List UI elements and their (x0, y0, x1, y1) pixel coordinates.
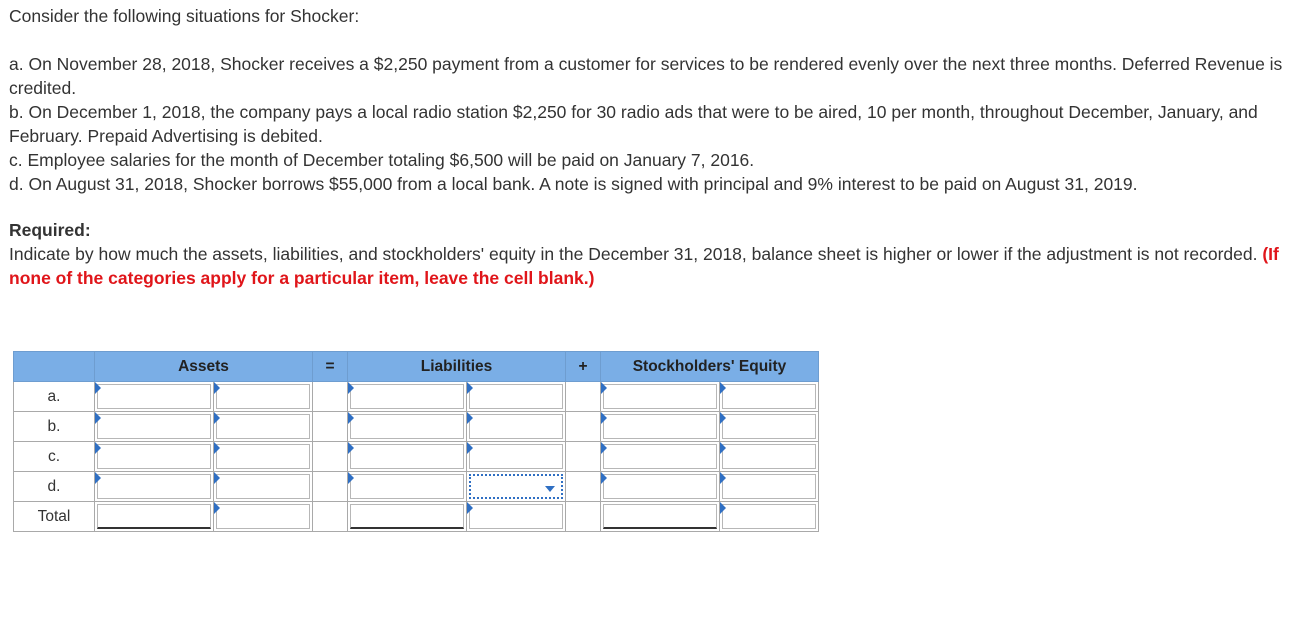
equity-total-input[interactable] (603, 504, 717, 529)
row-label: a. (14, 382, 95, 412)
required-note: (If none of the categories apply for a particular item, leave the cell blank.) (9, 244, 1279, 288)
header-liabilities: Liabilities (348, 352, 566, 382)
liabilities-amount-cell[interactable] (348, 472, 467, 502)
cell-marker-icon (601, 472, 607, 484)
equity-amount-cell[interactable] (601, 442, 720, 472)
liabilities-direction-input[interactable] (469, 414, 563, 439)
assets-total-direction-cell[interactable] (214, 502, 313, 532)
equity-amount-cell[interactable] (601, 412, 720, 442)
cell-marker-icon (601, 442, 607, 454)
equity-total-direction-input[interactable] (722, 504, 816, 529)
header-equals: = (313, 352, 348, 382)
equity-total-cell[interactable] (601, 502, 720, 532)
cell-marker-icon (720, 502, 726, 514)
cell-marker-icon (214, 502, 220, 514)
liabilities-amount-input[interactable] (350, 474, 464, 499)
equals-spacer (313, 412, 348, 442)
liabilities-direction-cell[interactable] (467, 382, 566, 412)
assets-amount-input[interactable] (97, 444, 211, 469)
table-row-total (14, 502, 819, 532)
liabilities-direction-cell[interactable] (467, 472, 566, 502)
liabilities-total-input[interactable] (350, 504, 464, 529)
assets-amount-input[interactable] (97, 414, 211, 439)
cell-marker-icon (467, 412, 473, 424)
liabilities-amount-cell[interactable] (348, 382, 467, 412)
problem-text (9, 4, 1299, 290)
assets-total-cell[interactable] (95, 502, 214, 532)
liabilities-direction-cell[interactable] (467, 442, 566, 472)
assets-direction-input[interactable] (216, 414, 310, 439)
row-label: Total (14, 502, 95, 532)
cell-marker-icon (601, 412, 607, 424)
liabilities-direction-input[interactable] (469, 444, 563, 469)
assets-total-input[interactable] (97, 504, 211, 529)
cell-marker-icon (214, 412, 220, 424)
liabilities-total-direction-input[interactable] (469, 504, 563, 529)
cell-marker-icon (95, 472, 101, 484)
situation-b: b. On December 1, 2018, the company pays a local radio station $2,250 for 30 radio ads that were to be aired, 10 per month, throughout December, January, and February. Prepaid Advertising is debited. (9, 102, 1258, 146)
row-label: c. (14, 442, 95, 472)
required-text (9, 242, 1299, 290)
header-equity: Stockholders' Equity (601, 352, 819, 382)
equity-amount-input[interactable] (603, 444, 717, 469)
assets-direction-cell[interactable] (214, 442, 313, 472)
assets-direction-input[interactable] (216, 384, 310, 409)
row-label: d. (14, 472, 95, 502)
equity-amount-cell[interactable] (601, 472, 720, 502)
cell-marker-icon (601, 382, 607, 394)
cell-marker-icon (95, 412, 101, 424)
table-row (14, 412, 819, 442)
equity-amount-input[interactable] (603, 384, 717, 409)
equals-spacer (313, 502, 348, 532)
assets-amount-cell[interactable] (95, 412, 214, 442)
table-header-row (14, 352, 819, 382)
required-instruction: Indicate by how much the assets, liabilities, and stockholders' equity in the December 31, 2018, balance sheet is higher or lower if the adjustment is not recorded. (9, 244, 1258, 264)
liabilities-amount-cell[interactable] (348, 412, 467, 442)
liabilities-total-direction-cell[interactable] (467, 502, 566, 532)
intro-text: Consider the following situations for Shocker: (9, 6, 360, 26)
liabilities-amount-input[interactable] (350, 444, 464, 469)
liabilities-amount-input[interactable] (350, 384, 464, 409)
liabilities-direction-input[interactable] (469, 384, 563, 409)
cell-marker-icon (720, 472, 726, 484)
answer-table (13, 351, 819, 532)
row-label: b. (14, 412, 95, 442)
equity-direction-input[interactable] (722, 384, 816, 409)
cell-marker-icon (214, 472, 220, 484)
plus-spacer (566, 412, 601, 442)
situation-d: d. On August 31, 2018, Shocker borrows $55,000 from a local bank. A note is signed with principal and 9% interest to be paid on August 31, 2019. (9, 174, 1138, 194)
assets-direction-cell[interactable] (214, 382, 313, 412)
table-row (14, 472, 819, 502)
equity-total-direction-cell[interactable] (720, 502, 819, 532)
equity-direction-input[interactable] (722, 414, 816, 439)
cell-marker-icon (95, 382, 101, 394)
cell-marker-icon (214, 442, 220, 454)
assets-direction-input[interactable] (216, 474, 310, 499)
plus-spacer (566, 442, 601, 472)
cell-marker-icon (467, 382, 473, 394)
required-title: Required: (9, 220, 91, 240)
cell-marker-icon (720, 382, 726, 394)
assets-direction-cell[interactable] (214, 412, 313, 442)
assets-total-direction-input[interactable] (216, 504, 310, 529)
cell-marker-icon (467, 442, 473, 454)
situation-a: a. On November 28, 2018, Shocker receives a $2,250 payment from a customer for services to be rendered evenly over the next three months. Deferred Revenue is credited. (9, 54, 1283, 98)
equity-direction-input[interactable] (722, 474, 816, 499)
equals-spacer (313, 472, 348, 502)
liabilities-amount-input[interactable] (350, 414, 464, 439)
assets-direction-input[interactable] (216, 444, 310, 469)
cell-marker-icon (348, 472, 354, 484)
cell-marker-icon (348, 442, 354, 454)
cell-marker-icon (467, 502, 473, 514)
equity-direction-input[interactable] (722, 444, 816, 469)
cell-marker-icon (95, 442, 101, 454)
plus-spacer (566, 472, 601, 502)
plus-spacer (566, 382, 601, 412)
situation-c: c. Employee salaries for the month of December totaling $6,500 will be paid on January 7, 2016. (9, 150, 755, 170)
equity-direction-cell[interactable] (720, 412, 819, 442)
equity-amount-cell[interactable] (601, 382, 720, 412)
assets-amount-input[interactable] (97, 384, 211, 409)
assets-direction-cell[interactable] (214, 472, 313, 502)
equity-direction-cell[interactable] (720, 382, 819, 412)
header-plus: + (566, 352, 601, 382)
liabilities-direction-dropdown[interactable] (469, 474, 563, 499)
table-row (14, 442, 819, 472)
cell-marker-icon (214, 382, 220, 394)
liabilities-amount-cell[interactable] (348, 442, 467, 472)
equity-direction-cell[interactable] (720, 442, 819, 472)
cell-marker-icon (348, 382, 354, 394)
equals-spacer (313, 382, 348, 412)
equity-amount-input[interactable] (603, 414, 717, 439)
liabilities-direction-cell[interactable] (467, 412, 566, 442)
corner-cell (14, 352, 95, 382)
cell-marker-icon (720, 442, 726, 454)
equals-spacer (313, 442, 348, 472)
cell-marker-icon (348, 412, 354, 424)
equity-amount-input[interactable] (603, 474, 717, 499)
assets-amount-cell[interactable] (95, 382, 214, 412)
chevron-down-icon[interactable] (545, 486, 555, 492)
liabilities-total-cell[interactable] (348, 502, 467, 532)
equity-direction-cell[interactable] (720, 472, 819, 502)
assets-amount-input[interactable] (97, 474, 211, 499)
table-row (14, 382, 819, 412)
plus-spacer (566, 502, 601, 532)
cell-marker-icon (720, 412, 726, 424)
header-assets: Assets (95, 352, 313, 382)
assets-amount-cell[interactable] (95, 442, 214, 472)
assets-amount-cell[interactable] (95, 472, 214, 502)
